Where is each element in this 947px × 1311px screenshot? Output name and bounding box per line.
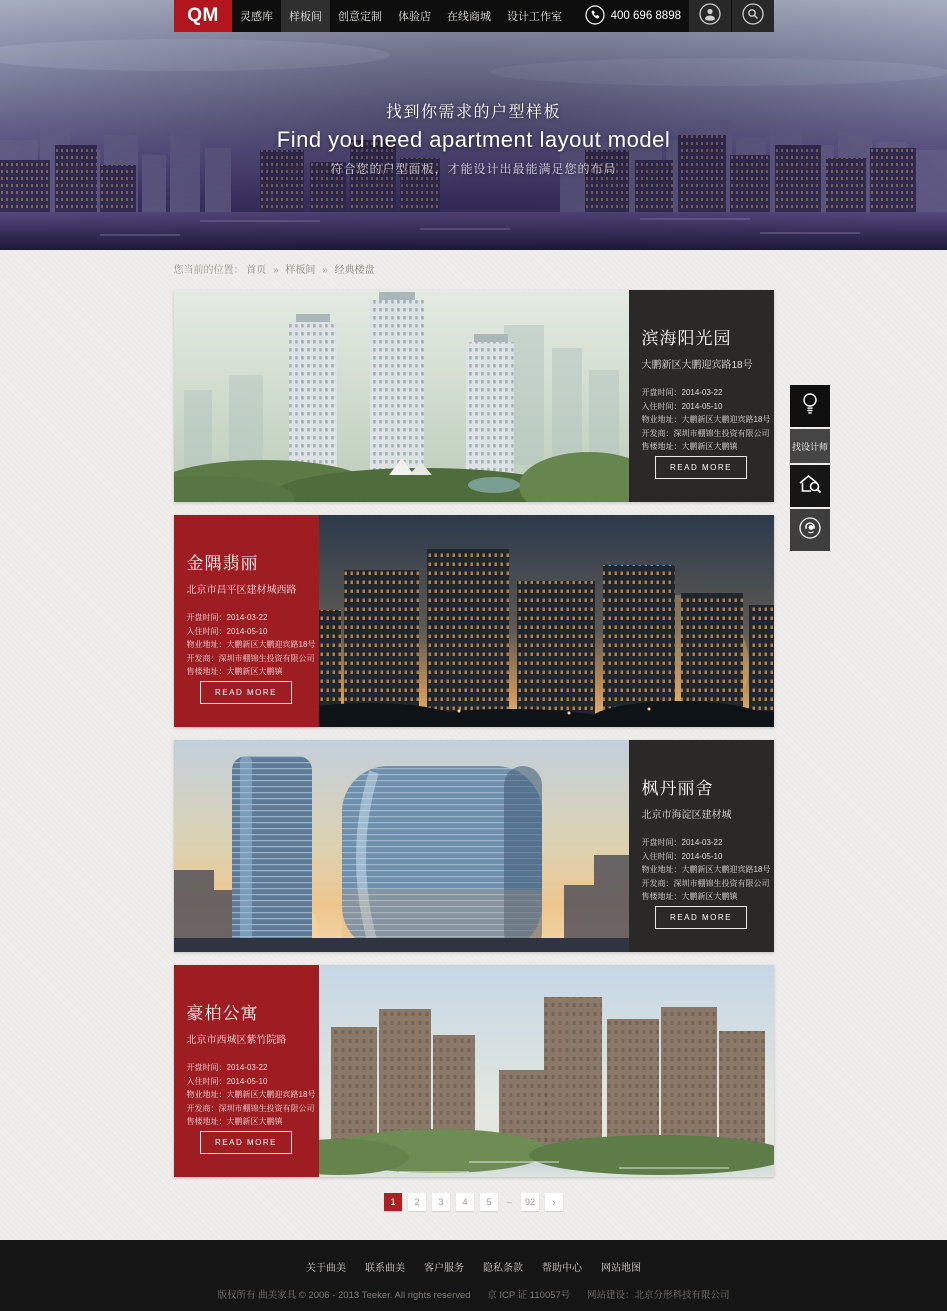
read-more-button[interactable]: READ MORE (200, 681, 292, 704)
breadcrumb-separator: » (273, 265, 279, 276)
header-bar (174, 0, 774, 32)
search-button[interactable] (732, 0, 774, 32)
inspiration-button[interactable] (790, 385, 830, 427)
phone-number: 400 696 8898 (610, 10, 681, 22)
customer-service-button[interactable] (790, 509, 830, 551)
lightbulb-icon (799, 391, 821, 422)
footer (0, 1240, 947, 1311)
breadcrumb-item-home[interactable]: 首页 (246, 265, 267, 276)
footer-link-privacy[interactable]: 隐私条款 (483, 1263, 523, 1274)
listing-info-panel (629, 290, 774, 502)
listing-details (186, 611, 316, 679)
copyright-text: 版权所有 曲美家具 © 2006 - 2013 Teeker. All rights reserved (217, 1290, 471, 1301)
nav-item-store[interactable]: 体验店 (398, 11, 431, 23)
listing-photo[interactable] (319, 965, 774, 1177)
hero-title-en: Find you need apartment layout model (276, 127, 671, 152)
house-search-icon (797, 472, 823, 501)
listing-photo[interactable] (174, 740, 629, 952)
read-more-button[interactable]: READ MORE (655, 456, 747, 479)
footer-link-contact[interactable]: 联系曲美 (365, 1263, 405, 1274)
hero-text (0, 99, 947, 177)
footer-link-help[interactable]: 帮助中心 (542, 1263, 582, 1274)
user-icon (699, 3, 721, 30)
account-button[interactable] (689, 0, 731, 32)
breadcrumb (174, 264, 774, 278)
footer-link-sitemap[interactable]: 网站地图 (601, 1263, 641, 1274)
listing-detail-sales-address: 售楼地址：大鹏新区大鹏镇 (641, 892, 738, 901)
listing-detail-developer: 开发商：深圳市棚锦生投资有限公司 (186, 653, 315, 663)
listing-title: 豪柏公寓 (186, 1004, 259, 1023)
listing-address: 北京市海淀区建材城 (641, 810, 732, 821)
listing-address: 北京市西城区紫竹院路 (186, 1035, 287, 1046)
nav-item-custom[interactable]: 创意定制 (338, 11, 382, 23)
listing-detail-property-address: 物业地址：大鹏新区大鹏迎宾路18号 (186, 1090, 316, 1099)
listing-detail-developer: 开发商：深圳市棚锦生投资有限公司 (641, 428, 770, 438)
page-button-2[interactable]: 2 (408, 1193, 426, 1211)
listing-detail-developer: 开发商：深圳市棚锦生投资有限公司 (186, 1103, 315, 1113)
listing-detail-sales-address: 售楼地址：大鹏新区大鹏镇 (641, 442, 738, 451)
listing-detail-sales-address: 售楼地址：大鹏新区大鹏镇 (186, 667, 283, 676)
find-designer-button[interactable]: 找设计师 (790, 429, 830, 463)
main-nav (232, 0, 570, 32)
listing-detail-movein-date: 入住时间：2014-05-10 (641, 851, 723, 861)
find-property-button[interactable] (790, 465, 830, 507)
search-icon (742, 3, 764, 30)
pagination-ellipsis: – (506, 1197, 512, 1207)
copyright (211, 1287, 737, 1301)
listing-card (174, 515, 774, 727)
listing-detail-property-address: 物业地址：大鹏新区大鹏迎宾路18号 (186, 640, 316, 649)
listing-detail-open-date: 开盘时间：2014-03-22 (641, 838, 723, 847)
footer-link-service[interactable]: 客户服务 (424, 1263, 464, 1274)
read-more-button[interactable]: READ MORE (200, 1131, 292, 1154)
listing-detail-movein-date: 入住时间：2014-05-10 (186, 1076, 268, 1086)
listing-card (174, 740, 774, 952)
listing-photo[interactable] (319, 515, 774, 727)
listing-title: 枫丹丽舍 (641, 779, 714, 798)
listing-info-panel (629, 740, 774, 952)
listing-card (174, 965, 774, 1177)
hero-title-cn: 找到你需求的户型样板 (385, 104, 561, 121)
footer-link-about[interactable]: 关于曲美 (306, 1263, 346, 1274)
listing-detail-open-date: 开盘时间：2014-03-22 (186, 1063, 268, 1072)
breadcrumb-item-showroom[interactable]: 样板间 (285, 265, 316, 276)
icp-number: 京 ICP 证 110057号 (487, 1290, 571, 1301)
listing-info-panel (174, 515, 319, 727)
nav-item-studio[interactable]: 设计工作室 (507, 11, 562, 23)
page-button-3[interactable]: 3 (432, 1193, 450, 1211)
listing-card (174, 290, 774, 502)
hero-subtitle: 符合您的户型面板，才能设计出最能满足您的布局 (330, 162, 617, 176)
listing-detail-open-date: 开盘时间：2014-03-22 (186, 613, 268, 622)
listing-detail-developer: 开发商：深圳市棚锦生投资有限公司 (641, 878, 770, 888)
breadcrumb-item-classic: 经典楼盘 (334, 265, 375, 276)
page-button-5[interactable]: 5 (480, 1193, 498, 1211)
listing-address: 北京市昌平区建材城西路 (186, 585, 297, 596)
listing-details (186, 1061, 316, 1129)
page-button-4[interactable]: 4 (456, 1193, 474, 1211)
page-button-last[interactable]: 92 (521, 1193, 539, 1211)
listing-detail-property-address: 物业地址：大鹏新区大鹏迎宾路18号 (641, 865, 771, 874)
phone-contact (585, 0, 688, 32)
hero-banner (0, 0, 947, 250)
listing-detail-property-address: 物业地址：大鹏新区大鹏迎宾路18号 (641, 415, 771, 424)
listing-detail-movein-date: 入住时间：2014-05-10 (186, 626, 268, 636)
main-content (174, 250, 774, 1211)
phone-icon (585, 5, 605, 28)
footer-links (306, 1259, 641, 1274)
listing-address: 大鹏新区大鹏迎宾路18号 (641, 360, 753, 371)
listing-detail-open-date: 开盘时间：2014-03-22 (641, 388, 723, 397)
nav-item-inspiration[interactable]: 灵感库 (240, 11, 273, 23)
nav-item-mall[interactable]: 在线商城 (447, 11, 491, 23)
listing-detail-sales-address: 售楼地址：大鹏新区大鹏镇 (186, 1117, 283, 1126)
site-builder: 网站建设：北京分形科技有限公司 (586, 1290, 730, 1301)
listing-title: 金隅翡丽 (186, 554, 259, 573)
customer-service-icon (798, 516, 822, 545)
pagination (174, 1193, 774, 1211)
breadcrumb-separator: » (322, 265, 328, 276)
next-page-button[interactable]: › (545, 1193, 563, 1211)
logo[interactable]: QM (174, 0, 232, 32)
designer-widget (790, 385, 830, 553)
listing-detail-movein-date: 入住时间：2014-05-10 (641, 401, 723, 411)
listing-info-panel (174, 965, 319, 1177)
read-more-button[interactable]: READ MORE (655, 906, 747, 929)
listing-title: 滨海阳光园 (641, 329, 732, 348)
nav-item-showroom[interactable]: 样板间 (281, 0, 330, 32)
listing-photo[interactable] (174, 290, 629, 502)
listing-details (641, 836, 771, 904)
page-button-1[interactable]: 1 (384, 1193, 402, 1211)
breadcrumb-prefix: 您当前的位置： (173, 265, 244, 276)
listing-details (641, 386, 771, 454)
